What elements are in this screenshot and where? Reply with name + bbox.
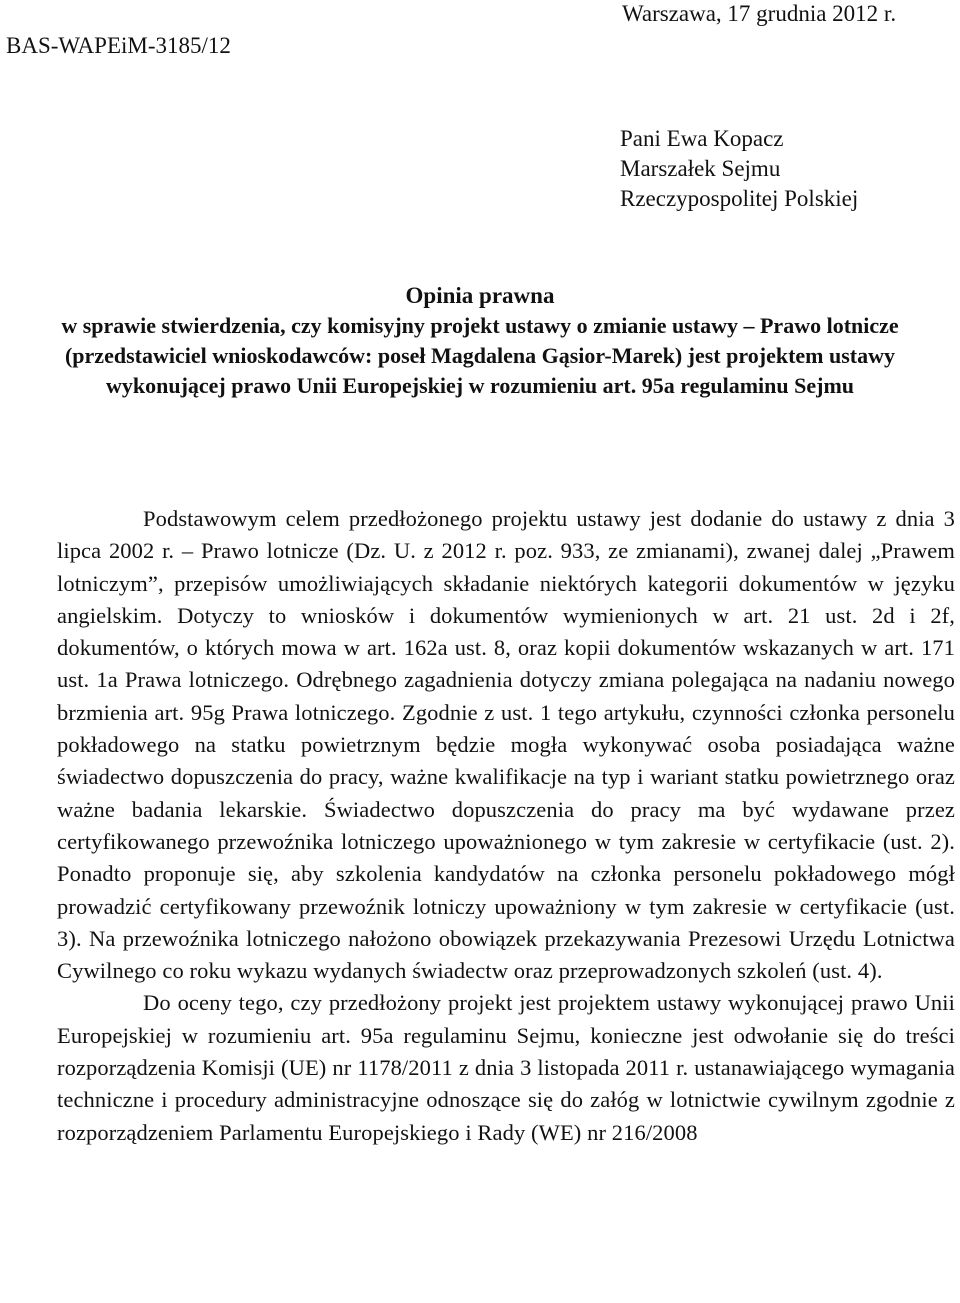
addressee-name: Pani Ewa Kopacz (620, 126, 784, 151)
addressee-institution: Rzeczypospolitej Polskiej (620, 186, 859, 211)
document-title: Opinia prawna (405, 283, 555, 308)
addressee-position: Marszałek Sejmu (620, 156, 781, 181)
addressee-block (620, 124, 858, 214)
document-title-block (40, 281, 920, 401)
document-body (57, 503, 955, 1149)
document-subject: w sprawie stwierdzenia, czy komisyjny projekt ustawy o zmianie ustawy – Prawo lotnicze (przedstawiciel wnioskodawców: poseł Magdalena Gąsior-Marek) jest projektem ustawy wykonującej prawo Unii Europejskiej w rozumieniu art. 95a regulaminu Sejmu (61, 313, 899, 398)
place-and-date: Warszawa, 17 grudnia 2012 r. (622, 1, 897, 26)
document-reference-number: BAS-WAPEiM-3185/12 (6, 33, 231, 58)
body-paragraph: Do oceny tego, czy przedłożony projekt jest projektem ustawy wykonującej prawo Unii Europejskiej w rozumieniu art. 95a regulaminu Sejmu, konieczne jest odwołanie się do treści rozporządzenia Komisji (UE) nr 1178/2011 z dnia 3 listopada 2011 r. ustanawiającego wymagania techniczne i procedury administracyjne odnoszące się do załóg w lotnictwie cywilnym zgodnie z rozporządzeniem Parlamentu Europejskiego i Rady (WE) nr 216/2008 (57, 990, 955, 1145)
body-paragraph: Podstawowym celem przedłożonego projektu ustawy jest dodanie do ustawy z dnia 3 lipca 2002 r. – Prawo lotnicze (Dz. U. z 2012 r. poz. 933, ze zmianami), zwanej dalej „Prawem lotniczym”, przepisów umożliwiających składanie niektórych kategorii dokumentów w języku angielskim. Dotyczy to wniosków i dokumentów wymienionych w art. 21 ust. 2d i 2f, dokumentów, o których mowa w art. 162a ust. 8, oraz kopii dokumentów wskazanych w art. 171 ust. 1a Prawa lotniczego. Odrębnego zagadnienia dotyczy zmiana polegająca na nadaniu nowego brzmienia art. 95g Prawa lotniczego. Zgodnie z ust. 1 tego artykułu, czynności członka personelu pokładowego na statku powietrznym będzie mogła wykonywać osoba posiadająca ważne świadectwo dopuszczenia do pracy, ważne kwalifikacje na typ i wariant statku powietrznego oraz ważne badania lekarskie. Świadectwo dopuszczenia do pracy ma być wydawane przez certyfikowanego przewoźnika lotniczego upoważnionego w tym zakresie w certyfikacie (ust. 2). Ponadto proponuje się, aby szkolenia kandydatów na członka personelu pokładowego mógł prowadzić certyfikowany przewoźnik lotniczy upoważniony w tym zakresie w certyfikacie (ust. 3). Na przewoźnika lotniczego nałożono obowiązek przekazywania Prezesowi Urzędu Lotnictwa Cywilnego co roku wykazu wydanych świadectw oraz przeprowadzonych szkoleń (ust. 4). (57, 506, 955, 984)
